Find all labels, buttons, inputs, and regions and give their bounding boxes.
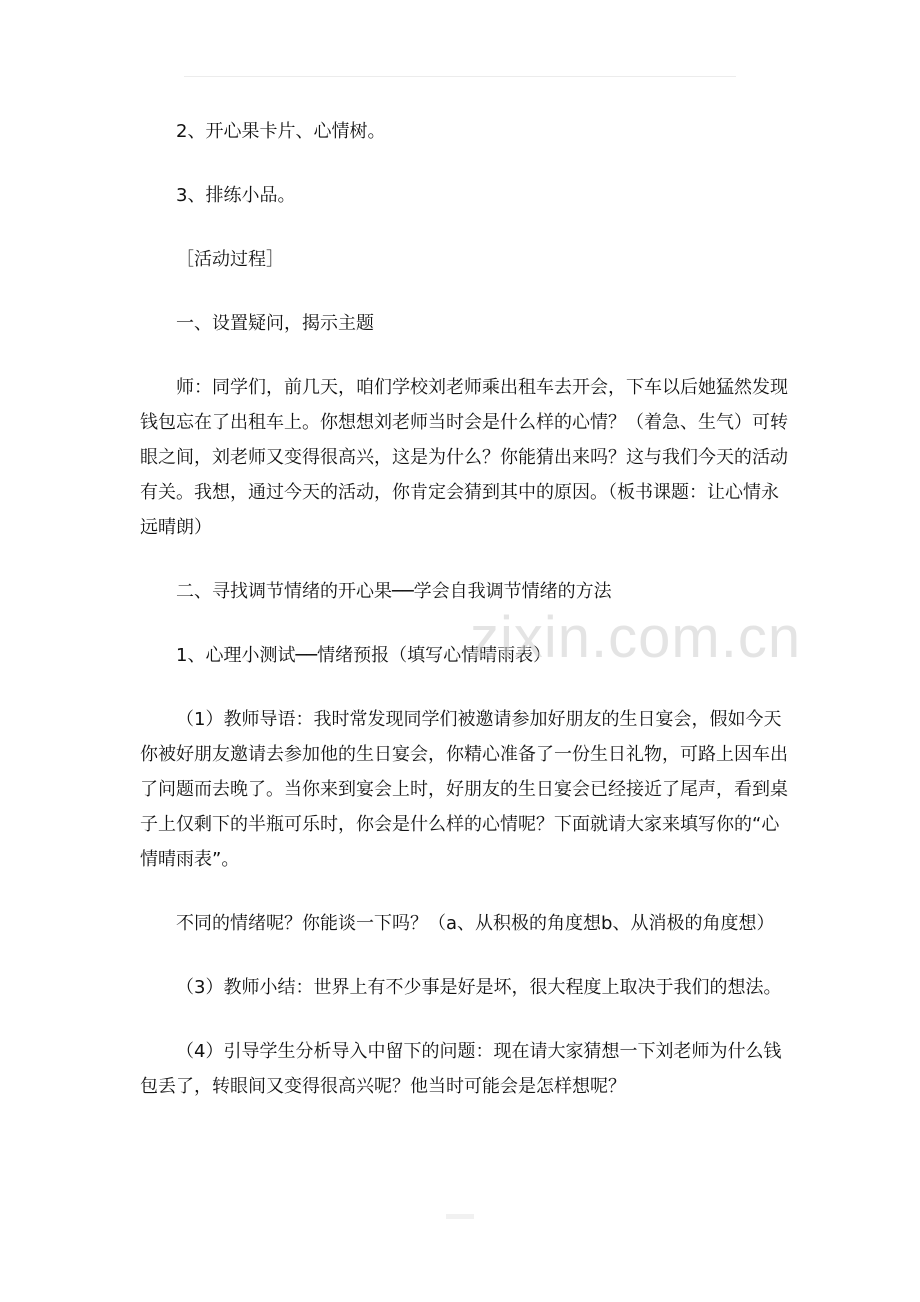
teacher-introduction-paragraph: 师：同学们，前几天，咱们学校刘老师乘出租车去开会，下车以后她猛然发现钱包忘在了出租车上。你想想刘老师当时会是什么样的心情？（着急、生气）可转眼之间，刘老师又变得很高兴，这是为什么？你能猜出来吗？这与我们今天的活动有关。我想，通过今天的活动，你肯定会猜到其中的原因。（板书课题：让心情永远晴朗） bbox=[140, 377, 788, 538]
materials-item-2: 2、开心果卡片、心情树。 bbox=[176, 121, 386, 142]
section-heading-part-two: 二、寻找调节情绪的开心果──学会自我调节情绪的方法 bbox=[176, 581, 612, 602]
teacher-summary-paragraph: （3）教师小结：世界上有不少事是好是坏，很大程度上取决于我们的想法。 bbox=[176, 977, 782, 998]
teacher-guidance-paragraph: （1）教师导语：我时常发现同学们被邀请参加好朋友的生日宴会，假如今天你被好朋友邀请去参加他的生日宴会，你精心准备了一份生日礼物，可路上因车出了问题而去晚了。当你来到宴会上时，好朋友的生日宴会已经接近了尾声，看到桌子上仅剩下的半瓶可乐时，你会是什么样的心情呢？下面就请大家来填写你的“心情晴雨表”。 bbox=[140, 709, 788, 870]
watermark: zixin.com.cn bbox=[470, 605, 802, 670]
footer-mark bbox=[446, 1214, 474, 1219]
section-heading-part-one: 一、设置疑问，揭示主题 bbox=[176, 313, 374, 334]
materials-item-3: 3、排练小品。 bbox=[176, 185, 296, 206]
subsection-heading-psychology-test: 1、心理小测试──情绪预报（填写心情晴雨表） bbox=[176, 645, 552, 666]
guided-analysis-paragraph: （4）引导学生分析导入中留下的问题：现在请大家猜想一下刘老师为什么钱包丢了，转眼间又变得很高兴呢？他当时可能会是怎样想呢？ bbox=[140, 1041, 782, 1097]
section-heading-activity-process: ［活动过程］ bbox=[176, 249, 284, 270]
header-rule bbox=[184, 76, 736, 77]
question-paragraph: 不同的情绪呢？你能谈一下吗？（a、从积极的角度想b、从消极的角度想） bbox=[176, 913, 775, 934]
